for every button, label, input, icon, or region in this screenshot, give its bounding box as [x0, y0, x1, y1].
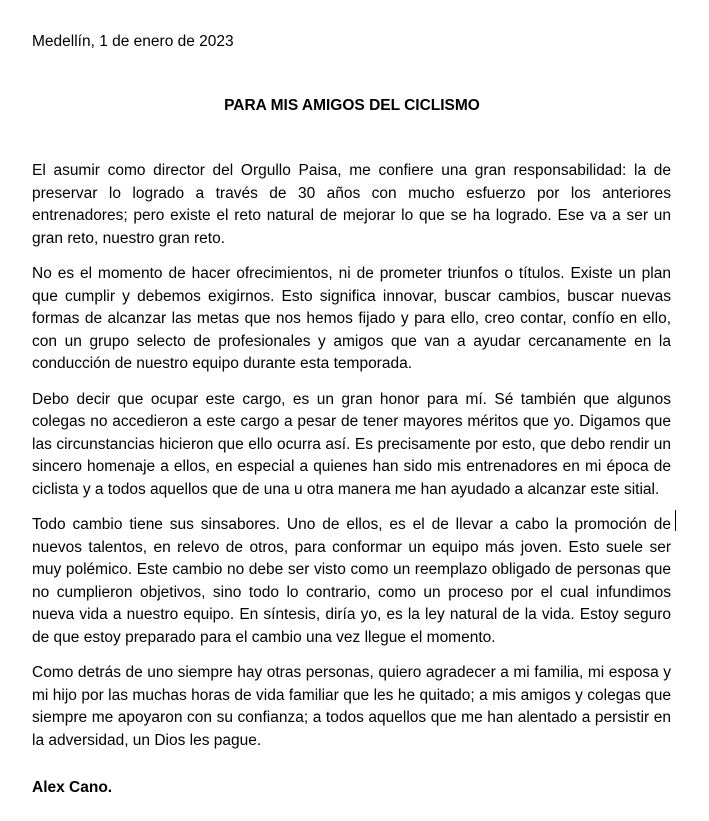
- paragraph-2: No es el momento de hacer ofrecimientos, ni de prometer triunfos o títulos. Existe un plan que cumplir y debemos exigirnos. Esto significa innovar, buscar cambios, buscar nuevas formas de alcanzar las metas que nos hemos fijado y para ello, creo contar, confío en ello, con un grupo selecto de profesionales y amigos que van a ayudar cercanamente en la conducción de nuestro equipo durante esta temporada.: [32, 265, 671, 372]
- signature: Alex Cano.: [32, 779, 113, 796]
- paragraph-1: El asumir como director del Orgullo Paisa, me confiere una gran responsabilidad: la de preservar lo logrado a través de 30 años con mucho esfuerzo por los anteriores entrenadores; pero existe el reto natural de mejorar lo que se ha logrado. Ese va a ser un gran reto, nuestro gran reto.: [32, 162, 671, 247]
- letter-body: [32, 160, 671, 765]
- letter-title: PARA MIS AMIGOS DEL CICLISMO: [224, 97, 480, 114]
- paragraph-3: Debo decir que ocupar este cargo, es un gran honor para mí. Sé también que algunos colegas no accedieron a este cargo a pesar de tener mayores méritos que yo. Digamos que las circunstancias hicieron que ello ocurra así. Es precisamente por esto, que debo rendir un sincero homenaje a ellos, en especial a quienes han sido mis entrenadores en mi época de ciclista y a todos aquellos que de una u otra manera me han ayudado a alcanzar este sitial.: [32, 390, 671, 498]
- paragraph-4: Todo cambio tiene sus sinsabores. Uno de ellos, es el de llevar a cabo la promoción de nuevos talentos, en relevo de otros, para conformar un equipo más joven. Esto suele ser muy polémico. Este cambio no debe ser visto como un reemplazo obligado de personas que no cumplieron objetivos, sino todo lo contrario, como un proceso por el cual infundimos nueva vida a nuestro equipo. En síntesis, diría yo, es la ley natural de la vida. Estoy seguro de que estoy preparado para el cambio una vez llegue el momento.: [32, 516, 671, 646]
- text-cursor: [675, 510, 676, 531]
- paragraph-5: Como detrás de uno siempre hay otras personas, quiero agradecer a mi familia, mi esposa y mi hijo por las muchas horas de vida familiar que les he quitado; a mis amigos y colegas que siempre me apoyaron con su confianza; a todos aquellos que me han alentado a persistir en la adversidad, un Dios les pague.: [32, 664, 671, 749]
- date-line: Medellín, 1 de enero de 2023: [32, 33, 234, 50]
